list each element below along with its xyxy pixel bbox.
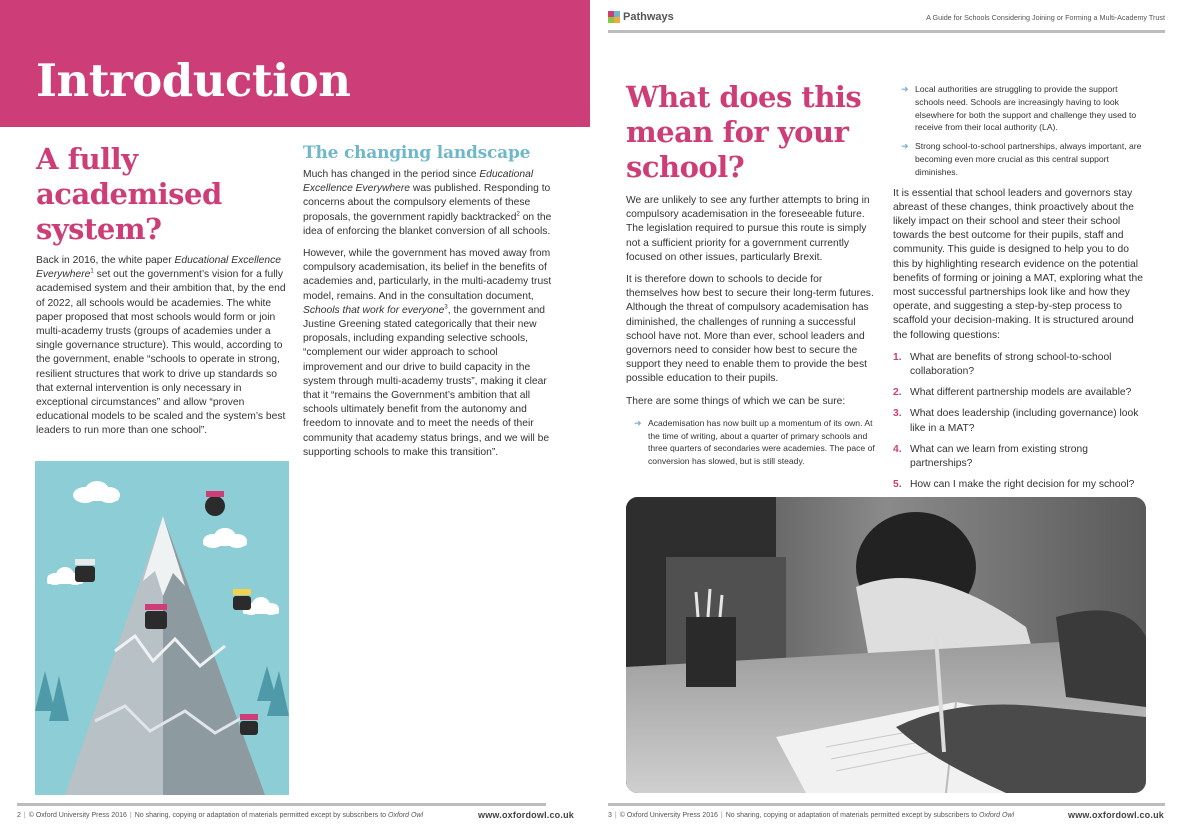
list-item: 5. How can I make the right decision for my school? bbox=[893, 479, 1135, 491]
heading-what-does-this-mean: What does this mean for your school? bbox=[626, 80, 862, 184]
paragraph: There are some things of which we can be sure: bbox=[626, 395, 846, 407]
right-column-1 bbox=[626, 194, 877, 476]
pathways-logo-icon bbox=[608, 11, 620, 23]
list-item: 2. What different partnership models are available? bbox=[893, 387, 1132, 399]
paragraph: We are unlikely to see any further attempts to bring in compulsory academisation in the foreseeable future. The legislation required to pursue this route is simply not a sufficient priority for a government currently focused on other issues, particularly Brexit. bbox=[626, 195, 870, 263]
footer-rule bbox=[17, 803, 546, 806]
page-number: 3 bbox=[608, 812, 612, 819]
students-writing-photo bbox=[626, 497, 1146, 793]
list-item: 1. What are benefits of strong school-to-school collaboration? bbox=[893, 351, 1112, 378]
left-page bbox=[0, 0, 590, 835]
footer-url-link[interactable]: www.oxfordowl.co.uk bbox=[1068, 810, 1164, 820]
mountain-illustration-svg bbox=[35, 461, 289, 795]
copyright: © Oxford University Press 2016 bbox=[28, 812, 127, 819]
footer-url-link[interactable]: www.oxfordowl.co.uk bbox=[478, 810, 574, 820]
paragraph: It is essential that school leaders and governors stay abreast of these changes, think proactively about the likely impact on their school and steer their school towards the best outcome for their pupils, staff and community. This guide is designed to help you to do this by highlighting research evidence on the potential benefits of forming or joining a MAT, exploring what the most successful partnerships look like and how they operate, and suggesting a step-by-step process to scaffold your decision-making. It is structured around the following questions: bbox=[893, 187, 1143, 341]
left-column-1 bbox=[36, 254, 290, 447]
list-item: ➜ Academisation has now built up a momentum of its own. At the time of writing, about a quarter of primary schools and three quarters of secondaries were academies. The pace of conversion has slowed, but is still steady. bbox=[634, 417, 875, 467]
arrow-right-icon: ➜ bbox=[634, 417, 642, 428]
mountain-climbers-illustration bbox=[35, 461, 289, 795]
paragraph: Much has changed in the period since Educational Excellence Everywhere was published. Responding to concerns about the compulsory elements of these proposals, the government rapidly backtracked$^2$ on the idea of enforcing the blanket conversion of all schools. bbox=[303, 169, 552, 237]
right-page bbox=[591, 0, 1181, 835]
brand bbox=[608, 11, 674, 23]
notice: No sharing, copying or adaptation of materials permitted except by subscribers to bbox=[725, 812, 979, 819]
footer-rule bbox=[608, 803, 1165, 806]
list-item: ➜ Local authorities are struggling to provide the support schools need. Schools are increasingly having to look elsewhere for both the support and challenge they used to receive from their local authority (LA). bbox=[901, 84, 1137, 133]
brand-name: Pathways bbox=[623, 11, 674, 23]
classroom-photo-svg bbox=[626, 497, 1146, 793]
footer-text: 2 | © Oxford University Press 2016 | No sharing, copying or adaptation of materials permitted except by subscribers to Oxford Owl bbox=[17, 812, 424, 819]
arrow-right-icon: ➜ bbox=[901, 84, 909, 94]
arrow-right-icon: ➜ bbox=[901, 141, 909, 152]
left-column-2 bbox=[303, 168, 557, 468]
list-item: ➜ Strong school-to-school partnerships, always important, are becoming even more crucial as this central support diminishes. bbox=[901, 141, 1142, 177]
footer-text: 3 | © Oxford University Press 2016 | No sharing, copying or adaptation of materials permitted except by subscribers to Oxford Owl bbox=[608, 812, 1015, 819]
paragraph: Back in 2016, the white paper Educational Excellence Everywhere$^1$ set out the government’s vision for a fully academised system and their ambition that, by the end of 2022, all schools would be academies. The white paper proposed that most schools would form or join multi-academy trusts (groups of academies under a single governance structure). This would, according to the government, enable “schools to operate in strong, resilient structures that work to drive up standards so that external intervention is only necessary in exceptional circumstances” and allow “proven educational models to be scaled and the system’s best leaders to run more than one school”. bbox=[36, 255, 286, 437]
bullet-list bbox=[626, 417, 877, 468]
copyright: © Oxford University Press 2016 bbox=[619, 812, 718, 819]
page-number: 2 bbox=[17, 812, 21, 819]
section-title: Introduction bbox=[36, 54, 351, 107]
paragraph: However, while the government has moved away from compulsory academisation, its belief in the benefits of academies and, particularly, in the multi-academy trust model, remains. And in the consultation document, Schools that work for everyone$^3$, the government and Justine Greening stated categorically that their new proposals, including expanding selective schools, “complement our wider approach to school improvement and our drive to build capacity in the system through multi-academy trusts”, making it clear that it “remains the Government’s ambition that all schools ultimately benefit from the autonomy and freedom to innovate and to meet the needs of their community that academy status brings, and we will be supporting schools to make this transition”. bbox=[303, 248, 552, 458]
subheading-changing-landscape: The changing landscape bbox=[303, 143, 531, 163]
list-item: 4. What can we learn from existing strong partnerships? bbox=[893, 443, 1088, 470]
heading-fully-academised: A fully academised system? bbox=[36, 142, 222, 246]
questions-list bbox=[893, 351, 1145, 493]
header-rule bbox=[608, 30, 1165, 33]
bullet-list bbox=[893, 83, 1145, 179]
paragraph: It is therefore down to schools to decide for themselves how best to secure their long-term futures. Although the threat of compulsory academisation has diminished, the challenges of running a successful school have not. More than ever, school leaders and governors need to consider how best to secure the support they need to enable them to provide the best possible education to their pupils. bbox=[626, 274, 874, 385]
list-item: 3. What does leadership (including governance) look like in a MAT? bbox=[893, 408, 1139, 434]
notice: No sharing, copying or adaptation of materials permitted except by subscribers to bbox=[134, 812, 388, 819]
right-column-2 bbox=[893, 83, 1145, 499]
header-guide-title: A Guide for Schools Considering Joining or Forming a Multi-Academy Trust bbox=[926, 13, 1165, 22]
